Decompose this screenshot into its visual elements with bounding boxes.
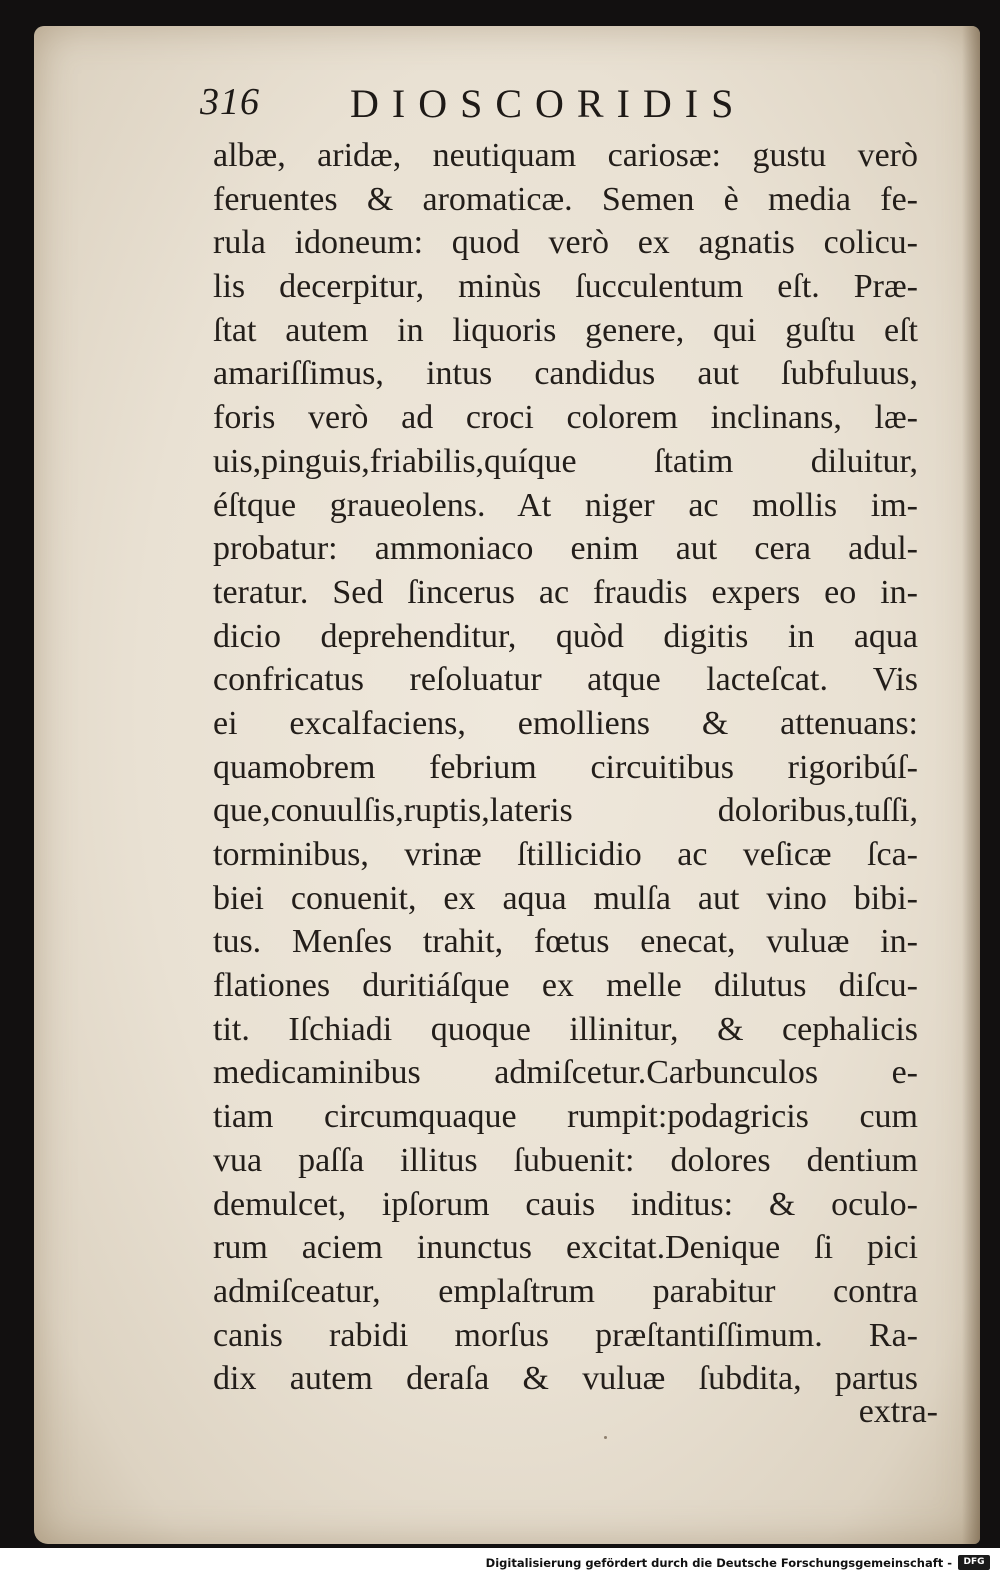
text-line: probatur: ammoniaco enim aut cera adul- [213,530,918,568]
text-line: dix autem deraſa & vuluæ ſubdita, partus [213,1360,918,1398]
text-line: amariſſimus, intus candidus aut ſubfuluus, [213,355,918,393]
funding-credit: Digitalisierung gefördert durch die Deutsche Forschungsgemeinschaft - [485,1556,952,1570]
text-line: rula idoneum: quod verò ex agnatis colicu- [213,224,918,262]
text-line: vua paſſa illitus ſubuenit: dolores dentium [213,1141,918,1179]
text-line: albæ, aridæ, neutiquam cariosæ: gustu verò [213,137,918,174]
page-number: 316 [200,81,260,123]
text-line: biei conuenit, ex aqua mulſa aut vino bibi- [213,879,918,917]
text-line: demulcet, ipſorum cauis inditus: & oculo- [213,1185,918,1223]
text-line: tus. Menſes trahit, fœtus enecat, vuluæ in- [213,923,918,961]
text-line: feruentes & aromaticæ. Semen è media fe- [213,180,918,218]
page-header [200,80,800,130]
digitization-footer [0,1548,1000,1587]
running-title: DIOSCORIDIS [350,81,747,126]
text-line: torminibus, vrinæ ſtillicidio ac veſicæ ſca- [213,836,918,873]
dfg-logo: DFG [958,1555,990,1570]
text-line: ſtat autem in liquoris genere, qui guſtu eſt [213,311,918,349]
text-line: lis decerpitur, minùs ſucculentum eſt. Præ- [213,268,918,306]
text-line: ei excalfaciens, emolliens & attenuans: [213,704,918,742]
body-text [213,134,918,1401]
text-line: flationes duritiáſque ex melle dilutus diſcu- [213,967,918,1005]
text-line: rum aciem inunctus excitat.Denique ſi pici [213,1229,918,1267]
text-line: admiſceatur, emplaſtrum parabitur contra [213,1272,918,1310]
paper-speck [604,1436,607,1439]
text-line: confricatus reſoluatur atque lacteſcat. Vis [213,661,918,699]
text-line: dicio deprehenditur, quòd digitis in aqua [213,617,918,655]
text-line: foris verò ad croci colorem inclinans, læ- [213,399,918,437]
text-line: teratur. Sed ſincerus ac fraudis expers eo in- [213,573,918,611]
text-line: que,conuulſis,ruptis,lateris doloribus,tuſſi, [213,792,918,830]
text-line: uis,pinguis,friabilis,quíque ſtatim diluitur, [213,442,918,480]
text-line: quamobrem febrium circuitibus rigoribúſ- [213,748,918,786]
text-line: tiam circumquaque rumpit:podagricis cum [213,1098,918,1136]
catchword: extra- [858,1393,938,1430]
text-line: éſtque graueolens. At niger ac mollis im- [213,486,918,524]
text-line: medicaminibus admiſcetur.Carbunculos e- [213,1054,918,1092]
text-line: tit. Iſchiadi quoque illinitur, & cephalicis [213,1010,918,1048]
text-line: canis rabidi morſus præſtantiſſimum. Ra- [213,1316,918,1354]
page-edge-shadow [962,26,980,1544]
